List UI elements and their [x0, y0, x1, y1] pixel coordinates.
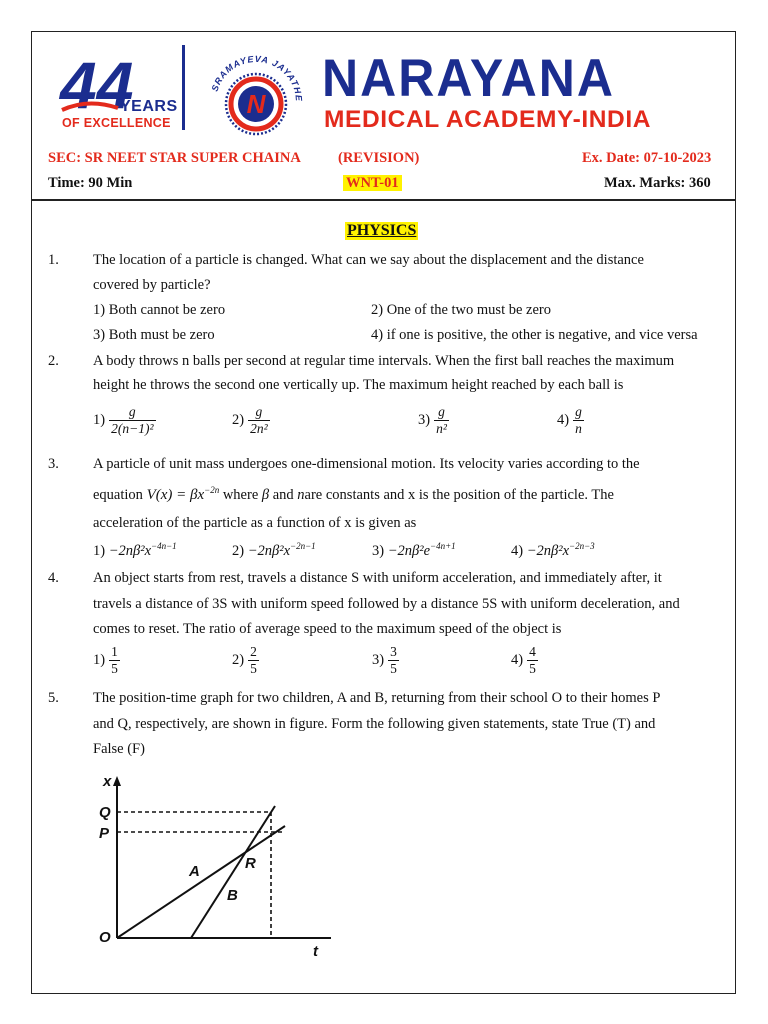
- emblem-arc-text: SRAMAYEVA JAYATHE: [209, 53, 305, 103]
- graph-q-label: Q: [99, 804, 111, 821]
- years-number: 44: [60, 50, 134, 122]
- test-code-badge: WNT-01: [343, 175, 402, 191]
- max-marks: Max. Marks: 360: [604, 175, 711, 191]
- q2-option-3[interactable]: 3) $\frac{g}{\text{n²}}$: [418, 404, 447, 437]
- q5-number: 5.: [48, 690, 59, 706]
- position-time-graph: [95, 770, 345, 960]
- q1-option-4[interactable]: 4) if one is positive, the other is negative, and vice versa: [371, 327, 698, 343]
- q5-text-line2: and Q, respectively, are shown in figure. Form the following given statements, state True (T) and: [93, 716, 656, 732]
- q1-number: 1.: [48, 252, 59, 268]
- q5-text-line1: The position-time graph for two children, A and B, returning from their school O to their homes P: [93, 690, 661, 706]
- graph-r-label: R: [245, 855, 256, 872]
- q3-text-line1: A particle of unit mass undergoes one-dimensional motion. Its velocity varies according to the: [93, 456, 640, 472]
- q1-option-1[interactable]: 1) Both cannot be zero: [93, 302, 226, 318]
- narayana-emblem-icon: [200, 44, 312, 144]
- q4-number: 4.: [48, 570, 59, 586]
- q3-option-1[interactable]: $1) -2n\beta^2x^{-4n-1}$: [93, 541, 177, 559]
- excellence-label: OF EXCELLENCE: [62, 116, 171, 130]
- q4-text-line2: travels a distance of 3S with uniform speed followed by a distance 5S with uniform deceleration, and: [93, 596, 680, 612]
- q1-option-2[interactable]: 2) One of the two must be zero: [371, 302, 551, 318]
- q3-option-2[interactable]: $2) -2n\beta^2x^{-2n-1}$: [232, 541, 316, 559]
- q2-text-line1: A body throws n balls per second at regular time intervals. When the first ball reaches the maximum: [93, 353, 675, 369]
- q2-option-1[interactable]: 1) $\frac{g}{\text{2(n−1)²}}$: [93, 404, 154, 437]
- graph-origin-label: O: [99, 929, 111, 946]
- exam-date: Ex. Date: 07-10-2023: [582, 150, 712, 166]
- graph-t-axis-label: t: [313, 943, 318, 960]
- q4-option-2[interactable]: 2) $\frac{2}{5}$: [232, 644, 257, 677]
- q2-number: 2.: [48, 353, 59, 369]
- graph-b-label: B: [227, 887, 238, 904]
- q5-text-line3: False (F): [93, 741, 145, 757]
- graph-p-label: P: [99, 825, 110, 842]
- q3-equation: V(x) = βx: [146, 486, 205, 503]
- exam-time: Time: 90 Min: [48, 175, 133, 191]
- q3-text-line3: acceleration of the particle as a function of x is given as: [93, 515, 417, 531]
- q4-text-line3: comes to reset. The ratio of average speed to the maximum speed of the object is: [93, 621, 562, 637]
- q1-text-line2: covered by particle?: [93, 277, 211, 293]
- q4-option-4[interactable]: 4) $\frac{4}{5}$: [511, 644, 536, 677]
- q3-text-line2: equation $V(x) = \beta x^{-2n}$ where β and nare constants and x is the position of the particle. The: [93, 485, 614, 503]
- q1-option-3[interactable]: 3) Both must be zero: [93, 327, 215, 343]
- subject-title: PHYSICS: [347, 222, 417, 239]
- q2-option-4[interactable]: 4) $\frac{g}{n}$: [557, 404, 582, 437]
- brand-name: NARAYANA: [322, 48, 615, 108]
- brand-subtitle: MEDICAL ACADEMY-INDIA: [324, 106, 652, 133]
- q3-option-4[interactable]: $4) -2n\beta^2x^{-2n-3}$: [511, 541, 595, 559]
- header-rule: [31, 199, 736, 201]
- logo-divider: [182, 45, 185, 130]
- q2-option-2[interactable]: 2) $\frac{g}{\text{2n²}}$: [232, 404, 268, 437]
- graph-x-axis-label: x: [103, 773, 112, 790]
- q1-text-line1: The location of a particle is changed. What can we say about the displacement and the distance: [93, 252, 644, 268]
- q4-text-line1: An object starts from rest, travels a distance S with uniform acceleration, and immediately after, it: [93, 570, 662, 586]
- q4-option-1[interactable]: 1) $\frac{1}{5}$: [93, 644, 118, 677]
- revision-label: (REVISION): [338, 150, 420, 166]
- years-label: YEARS: [120, 98, 178, 115]
- q2-text-line2: height he throws the second one vertically up. The maximum height reached by each ball is: [93, 377, 624, 393]
- q3-number: 3.: [48, 456, 59, 472]
- graph-a-label: A: [189, 863, 200, 880]
- section-label: SEC: SR NEET STAR SUPER CHAINA: [48, 150, 301, 166]
- q4-option-3[interactable]: 3) $\frac{3}{5}$: [372, 644, 397, 677]
- q3-option-3[interactable]: $3) -2n\beta^2e^{-4n+1}$: [372, 541, 456, 559]
- emblem-letter: N: [246, 89, 266, 119]
